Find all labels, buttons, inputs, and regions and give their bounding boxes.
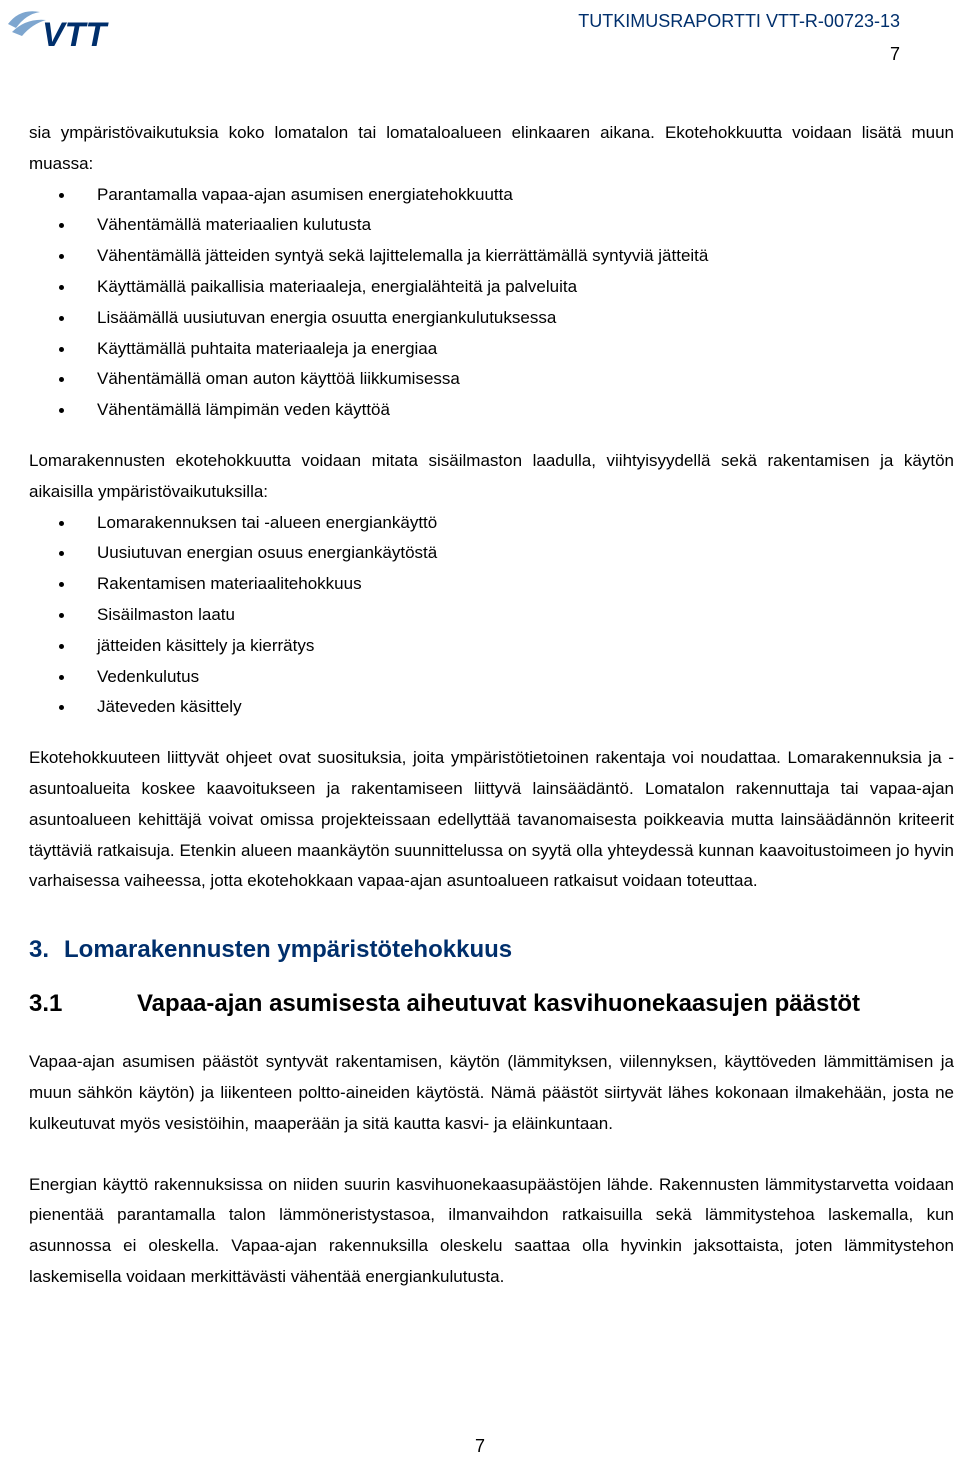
bullet-icon xyxy=(59,675,64,680)
section-number: 3. xyxy=(29,936,50,964)
section-heading xyxy=(29,935,954,965)
bullet-icon xyxy=(59,193,64,198)
measurement-paragraph: Lomarakennusten ekotehokkuutta voidaan mitata sisäilmaston laadulla, viihtyisyydellä sekä rakentamisen ja käytön aikaisilla ympäristövaikutuksilla: xyxy=(29,450,954,501)
list-item: Vähentämällä materiaalien kulutusta xyxy=(29,210,954,241)
bullet-icon xyxy=(59,582,64,587)
bullet-icon xyxy=(59,347,64,352)
section-title: Lomarakennusten ympäristötehokkuus xyxy=(64,936,513,964)
list-item: Sisäilmaston laatu xyxy=(29,600,954,631)
bullet-icon xyxy=(59,377,64,382)
list-item: Uusiutuvan energian osuus energiankäytöstä xyxy=(29,538,954,569)
list-item: Parantamalla vapaa-ajan asumisen energiatehokkuutta xyxy=(29,180,954,211)
list-item: Käyttämällä puhtaita materiaaleja ja energiaa xyxy=(29,334,954,365)
subsection-number: 3.1 xyxy=(29,990,63,1018)
list-item: Jäteveden käsittely xyxy=(29,692,954,723)
bullet-icon xyxy=(59,316,64,321)
header-page-number: 7 xyxy=(889,44,900,64)
logo-text: VTT xyxy=(42,16,107,52)
bullet-icon xyxy=(59,551,64,556)
guidelines-paragraph: Ekotehokkuuteen liittyvät ohjeet ovat suosituksia, joita ympäristötietoinen rakentaja voi noudattaa. Lomarakennuksia ja -asuntoalueita koskee kaavoitukseen ja rakentamiseen liittyvä lainsäädäntö. Lomatalon rakennuttaja tai vapaa-ajan asuntoalueen kehittäjä voivat omissa projekteissaan edellyttää tavanomaisesta poikkeavia mutta lainsäädännön kriteerit täyttäviä ratkaisuja. Etenkin alueen maankäytön suunnittelussa on syytä olla yhteydessä kunnan kaavoitustoimeen jo hyvin varhaisessa vaiheessa, jotta ekotehokkaan vapaa-ajan asuntoalueen ratkaisut voidaan toteuttaa. xyxy=(29,748,954,891)
list-item: Vedenkulutus xyxy=(29,662,954,693)
vtt-logo xyxy=(6,4,154,52)
eco-efficiency-list xyxy=(29,180,954,426)
subsection-heading xyxy=(29,989,954,1019)
measurement-list xyxy=(29,508,954,724)
bullet-icon xyxy=(59,705,64,710)
report-id: TUTKIMUSRAPORTTI VTT-R-00723-13 xyxy=(578,11,900,31)
list-item: Lomarakennuksen tai -alueen energiankäyttö xyxy=(29,508,954,539)
bullet-icon xyxy=(59,644,64,649)
footer-page-number: 7 xyxy=(474,1436,485,1456)
list-item: Lisäämällä uusiutuvan energia osuutta energiankulutuksessa xyxy=(29,303,954,334)
list-item: Käyttämällä paikallisia materiaaleja, energialähteitä ja palveluita xyxy=(29,272,954,303)
bullet-icon xyxy=(59,408,64,413)
document-body xyxy=(29,118,954,1293)
bullet-icon xyxy=(59,521,64,526)
list-item: Rakentamisen materiaalitehokkuus xyxy=(29,569,954,600)
bullet-icon xyxy=(59,285,64,290)
bullet-icon xyxy=(59,223,64,228)
subsection-title: Vapaa-ajan asumisesta aiheutuvat kasvihuonekaasujen päästöt xyxy=(137,990,860,1018)
list-item: Vähentämällä lämpimän veden käyttöä xyxy=(29,395,954,426)
list-item: Vähentämällä oman auton käyttöä liikkumisessa xyxy=(29,364,954,395)
list-item: jätteiden käsittely ja kierrätys xyxy=(29,631,954,662)
emissions-paragraph: Vapaa-ajan asumisen päästöt syntyvät rakentamisen, käytön (lämmityksen, viilennyksen, käyttöveden lämmittämisen ja muun sähkön käytön) ja liikenteen poltto-aineiden käytöstä. Nämä päästöt siirtyvät lähes kokonaan ilmakehään, josta ne kulkeutuvat myös vesistöihin, maaperään ja sitä kautta kasvi- ja eläinkuntaan. xyxy=(29,1052,954,1133)
bullet-icon xyxy=(59,254,64,259)
energy-paragraph: Energian käyttö rakennuksissa on niiden suurin kasvihuonekaasupäästöjen lähde. Rakennusten lämmitystarvetta voidaan pienentää parantamalla talon lämmöneristystasoa, ilmanvaihdon ratkaisuilla sekä lämmitystehoa laskemalla, kun asunnossa ei oleskella. Vapaa-ajan rakennuksilla oleskelu saattaa olla hyvinkin jaksottaista, joten lämmitystehon laskemisella voidaan merkittävästi vähentää energiankulutusta. xyxy=(29,1174,954,1286)
bullet-icon xyxy=(59,613,64,618)
list-item: Vähentämällä jätteiden syntyä sekä lajittelemalla ja kierrättämällä syntyviä jätteitä xyxy=(29,241,954,272)
intro-paragraph: sia ympäristövaikutuksia koko lomatalon tai lomataloalueen elinkaaren aikana. Ekotehokkuutta voidaan lisätä muun muassa: xyxy=(29,123,954,173)
